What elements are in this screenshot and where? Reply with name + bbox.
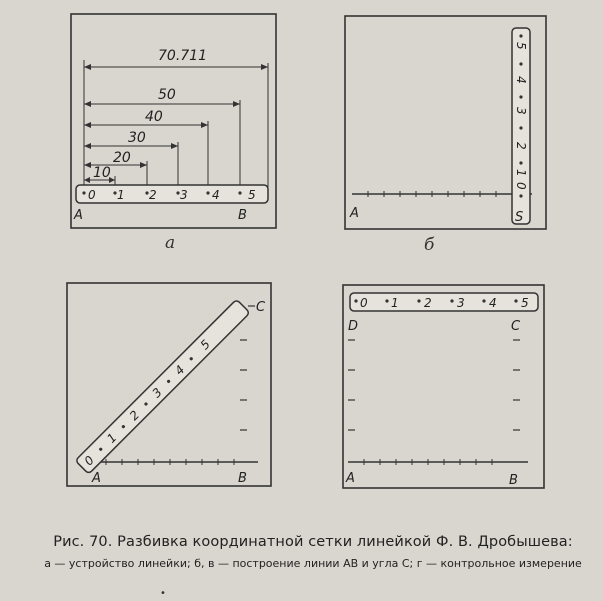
panel-d-point-d: D — [348, 319, 359, 334]
panel-b — [345, 16, 546, 255]
ruler-a-num-2: 2 — [149, 188, 157, 202]
panel-b-point-s: S — [515, 210, 524, 225]
panel-a — [71, 14, 276, 253]
ruler-c-num-1: 1 — [104, 430, 120, 446]
panel-c-point-a: A — [92, 471, 101, 486]
ruler-b-num-4: 4 — [514, 76, 528, 84]
ruler-b-num-1: 1 — [514, 169, 528, 177]
dimension-label-40: 40 — [145, 109, 163, 125]
panel-d-point-a: A — [346, 471, 355, 486]
panel-b-letter: б — [424, 235, 435, 255]
ruler-d-num-2: 2 — [424, 296, 432, 310]
panel-d — [343, 285, 544, 488]
ruler-c-num-4: 4 — [172, 362, 188, 378]
caption-body: а — устройство линейки; б, в — построение линии AB и угла C; г — контрольное измерение — [44, 557, 582, 570]
panel-d-frame — [343, 285, 544, 488]
dimension-label-30: 30 — [128, 130, 146, 146]
ruler-a-num-3: 3 — [180, 188, 188, 202]
dimension-label-70711: 70.711 — [158, 48, 207, 64]
panel-a-point-a: A — [74, 208, 83, 223]
panel-c-point-c: C — [256, 300, 266, 315]
ruler-a-num-0: 0 — [88, 188, 96, 202]
panel-d-point-c: C — [511, 319, 521, 334]
panel-c-ruler — [75, 299, 250, 474]
ruler-d-num-3: 3 — [457, 296, 465, 310]
ruler-c-num-0: 0 — [81, 453, 97, 469]
panel-d-ruler — [350, 293, 538, 311]
figure-caption — [28, 535, 598, 571]
caption-title: Рис. 70. Разбивка координатной сетки линейкой Ф. В. Дробышева: — [53, 534, 573, 550]
ruler-b-num-3: 3 — [514, 107, 528, 115]
ruler-a-num-5: 5 — [248, 188, 256, 202]
panel-c — [67, 283, 271, 486]
dimension-label-50: 50 — [158, 87, 176, 103]
ruler-b-num-5: 5 — [514, 42, 528, 50]
panel-c-vertical-marks — [240, 340, 247, 430]
ruler-d-num-1: 1 — [391, 296, 399, 310]
panel-c-point-b: B — [238, 471, 247, 486]
panel-a-letter: а — [165, 233, 176, 253]
ruler-b-num-0: 0 — [514, 182, 528, 190]
ruler-d-num-4: 4 — [489, 296, 497, 310]
ruler-d-num-0: 0 — [360, 296, 368, 310]
panel-a-point-b: B — [238, 208, 247, 223]
dimension-label-20: 20 — [113, 150, 131, 166]
ruler-a-num-1: 1 — [117, 188, 125, 202]
ruler-c-num-2: 2 — [126, 407, 143, 424]
ruler-c-num-3: 3 — [149, 385, 165, 401]
ruler-d-num-5: 5 — [521, 296, 529, 310]
ruler-b-num-2: 2 — [514, 142, 528, 150]
panel-d-side-marks — [348, 340, 520, 430]
panel-b-point-a: A — [350, 206, 359, 221]
ruler-c-num-5: 5 — [197, 337, 213, 353]
ruler-a-num-4: 4 — [212, 188, 220, 202]
panel-b-ruler — [512, 28, 530, 224]
panel-a-ruler — [76, 185, 268, 203]
page-mark: • — [160, 588, 166, 599]
dimension-label-10: 10 — [93, 165, 111, 181]
panel-d-point-b: B — [509, 473, 518, 488]
